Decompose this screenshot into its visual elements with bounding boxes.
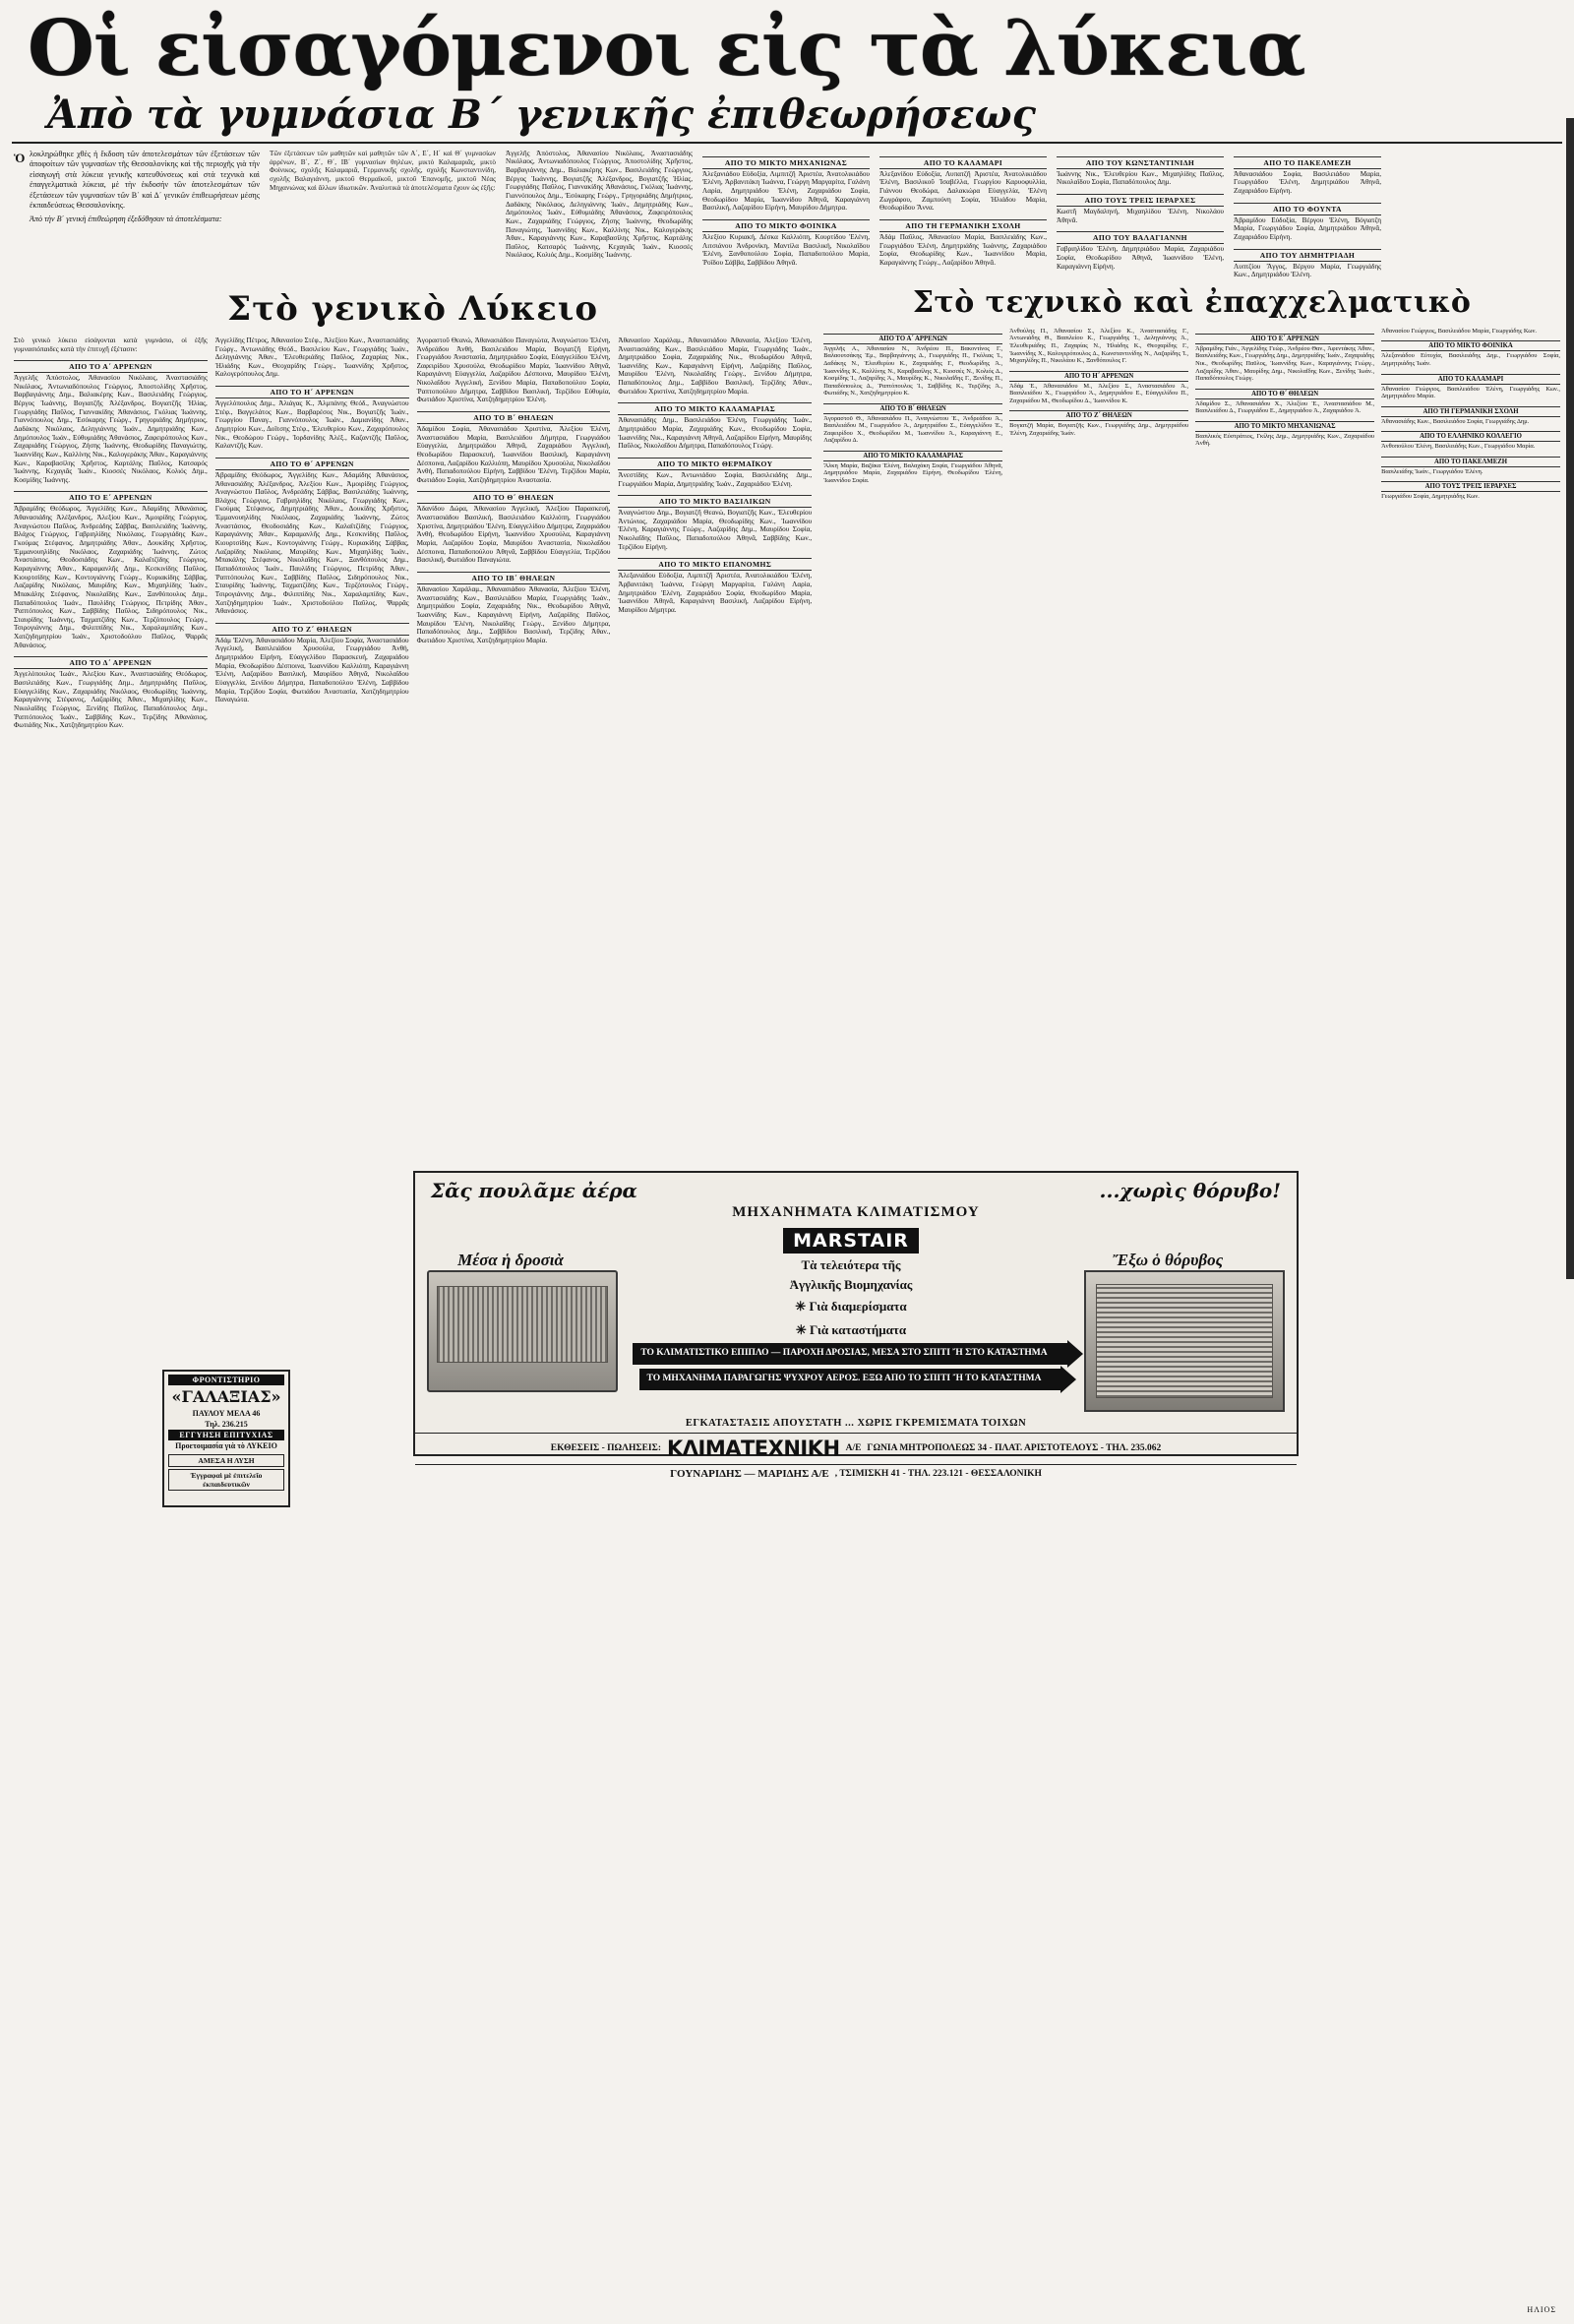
- group-heading: ΑΠΟ ΤΟ Η΄ ΑΡΡΕΝΩΝ: [1009, 371, 1188, 382]
- technical-column-1: [823, 328, 1002, 501]
- group-heading: ΑΠΟ ΤΟ ΜΙΚΤΟ ΕΠΑΝΟΜΗΣ: [618, 558, 812, 571]
- ad-marstair-left-text: Μέσα ἡ δροσιὰ: [457, 1251, 564, 1269]
- names-run: Ἀγγελόπουλος Ἰωάν., Ἀλεξίου Κων., Ἀναστασιάδης Θεόδωρος, Βασιλειάδης Κων., Γεωργιάδης Δημ., Δημητριάδης Παῦλος, Εὐαγγελίδης Κων., Ζαχαριάδης Νικόλαος, Θεοδωρίδης Ἰωάννης, Καραγιάννης Στέφανος, Λαζαρίδης Ἀθαν., Μιχαηλίδης Κων., Νικολαΐδης Γεώργιος, Ξενίδης Παῦλος, Παπαδόπουλος Δημ., Ῥαπτόπουλος Ἰωάν., Σαββίδης Κων., Τερζίδης Ἀθανάσιος, Φωτιάδης Νικ., Χατζηδημητρίου Κων.: [14, 670, 208, 730]
- group-heading: ΑΠΟ ΤΟ ΜΙΚΤΟ ΦΟΙΝΙΚΑ: [1381, 340, 1560, 351]
- names-run: Ἀβραμίδης Θεόδωρος, Ἀγγελίδης Κων., Ἀδαμίδης Ἀθανάσιος, Ἀθανασιάδης Ἀλέξανδρος, Ἀλεξίου Κων., Ἀμοιρίδης Γεώργιος, Ἀναγνώστου Παῦλος, Ἀνδρεάδης Σάββας, Βασιλειάδης Ἰωάννης, Βλάχος Γεώργιος, Γαβριηλίδης Νικόλαος, Γεωργιάδης Κων., Γκούμας Στέφανος, Δημητριάδης Ἀθαν., Δουκίδης Χρῆστος, Ἐμμανουηλίδης Νικόλαος, Ζαχαριάδης Ἰωάννης, Ζώτος Ἀναστάσιος, Θεοδοσιάδης Κων., Καλαϊτζίδης Γεώργιος, Καραγιάννης Ἀθαν., Καραμανλῆς Δημ., Κεσκινίδης Παῦλος, Κιουρτσίδης Κων., Κοντογιάννης Γεώργ., Κυριακίδης Σάββας, Λαζαρίδης Νικόλαος, Μαυρίδης Κων., Μιχαηλίδης Ἰωάν., Μπακάλης Στέφανος, Νικολαΐδης Κων., Ξανθόπουλος Δημ., Παπαδόπουλος Ἰωάν., Παυλίδης Γεώργιος, Πετρίδης Ἀθαν., Ῥαπτόπουλος Κων., Σαββίδης Παῦλος, Σιδηρόπουλος Νικ., Σταυρίδης Ἰωάννης, Ταχματζίδης Κων., Τερζόπουλος Γεώργ., Τσιρογιάννης Δημ., Φιλιππίδης Νικ., Χαραλαμπίδης Κων., Χατζηδημητρίου Ἰωάν., Χριστοδούλου Παῦλος, Ψαρρᾶς Ἀθανάσιος.: [14, 505, 208, 649]
- names-run: Ἀθανασίου Γεώργιος, Βασιλειάδου Ἑλένη, Γεωργιάδης Κων., Δημητριάδου Μαρία.: [1381, 385, 1561, 400]
- ad-marstair-company-name: ΚΛΙΜΑΤΕΧΝΙΚΗ: [666, 1437, 840, 1460]
- article-body: [0, 150, 1574, 730]
- ad-galaxias-address: ΠΑΥΛΟΥ ΜΕΛΑ 46: [192, 1409, 261, 1418]
- group-heading: ΑΠΟ ΤΟΥ ΒΑΛΑΓΙΑΝΝΗ: [1057, 231, 1224, 244]
- names-run: Ἀδάμ Παῦλος, Ἀθανασίου Μαρία, Βασιλειάδης Κων., Γεωργιάδου Ἑλένη, Δημητριάδης Ἰωάννης, Ζαχαριάδου Σοφία, Θεοδωρίδης Κων., Ἰωαννίδου Μαρία, Καραγιάννης Γεώργ., Λαζαρίδου Ἀθηνᾶ.: [879, 232, 1047, 267]
- ad-marstair-installation-note: ΕΓΚΑΤΑΣΤΑΣΙΣ ΑΠΟΥΣΤΑΤΗ ... ΧΩΡΙΣ ΓΚΡΕΜΙΣΜΑΤΑ ΤΟΙΧΩΝ: [685, 1418, 1027, 1429]
- names-run: Ἀδάμ Ἑλένη, Ἀθανασιάδου Μαρία, Ἀλεξίου Σοφία, Ἀναστασιάδου Ἀγγελική, Βασιλειάδου Χρυσούλα, Γεωργιάδου Ἀνθή, Δημητριάδου Εἰρήνη, Εὐαγγελίδου Παρασκευή, Ζαχαριάδου Μαρία, Θεοδωρίδου Δέσποινα, Ἰωαννίδου Καλλιόπη, Καραγιάννη Ἑλένη, Λαζαρίδου Βασιλική, Μαυρίδου Ἀθηνᾶ, Νικολαΐδου Εὐαγγελία, Ξενίδου Δήμητρα, Παπαδοπούλου Ἑλένη, Σαββίδου Μαρία, Τερζίδου Σοφία, Φωτιάδου Ἀναστασία, Χατζηδημητρίου Παναγιώτα.: [214, 636, 409, 704]
- names-run: Ἀνθούλης Π., Ἀθανασίου Σ., Ἀλεξίου Κ., Ἀναστασιάδης Γ., Ἀντωνιάδης Θ., Βασιλείου Κ., Γεωργιάδης Ἰ., Δεληγιάννης Ἀ., Ἐλευθεριάδης Π., Ζαχαρίας Ν., Ἠλιάδης Κ., Θεοχαρίδης Γ., Ἰωαννίδης Χ., Καλογερόπουλος Δ., Κωνσταντινίδης Ν., Λαζαρίδης Ἰ., Μιχαηλίδης Π., Νικολάου Κ., Ξανθόπουλος Γ.: [1009, 327, 1189, 365]
- names-run: Ἀβραμίδης Θεόδωρος, Ἀγγελίδης Κων., Ἀδαμίδης Ἀθανάσιος, Ἀθανασιάδης Ἀλέξανδρος, Ἀλεξίου Κων., Ἀμοιρίδης Γεώργιος, Ἀναγνώστου Παῦλος, Ἀνδρεάδης Σάββας, Βασιλειάδης Ἰωάννης, Βλάχος Γεώργιος, Γαβριηλίδης Νικόλαος, Γεωργιάδης Κων., Γκούμας Στέφανος, Δημητριάδης Ἀθαν., Δουκίδης Χρῆστος, Ἐμμανουηλίδης Νικόλαος, Ζαχαριάδης Ἰωάννης, Ζώτος Ἀναστάσιος, Θεοδοσιάδης Κων., Καλαϊτζίδης Γεώργιος, Καραγιάννης Ἀθαν., Καραμανλῆς Δημ., Κεσκινίδης Παῦλος, Κιουρτσίδης Κων., Κοντογιάννης Γεώργ., Κυριακίδης Σάββας, Λαζαρίδης Νικόλαος, Μαυρίδης Κων., Μιχαηλίδης Ἰωάν., Μπακάλης Στέφανος, Νικολαΐδης Κων., Ξανθόπουλος Δημ., Παπαδόπουλος Ἰωάν., Παυλίδης Γεώργιος, Πετρίδης Ἀθαν., Ῥαπτόπουλος Κων., Σαββίδης Παῦλος, Σιδηρόπουλος Νικ., Σταυρίδης Ἰωάννης, Ταχματζίδης Κων., Τερζόπουλος Γεώργ., Τσιρογιάννης Δημ., Φιλιππίδης Νικ., Χαραλαμπίδης Κων., Χατζηδημητρίου Ἰωάν., Χριστοδούλου Παῦλος, Ψαρρᾶς Ἀθανάσιος.: [214, 470, 409, 616]
- ad-galaxias-top-label: ΦΡΟΝΤΙΣΤΗΡΙΟ: [168, 1375, 284, 1385]
- top-note-column: [270, 150, 496, 193]
- intro-italic-note: Ἀπὸ τὴν Β΄ γενικὴ ἐπιθεώρηση ἐξεδόθησαν τὰ ἀποτελέσματα:: [30, 214, 222, 223]
- names-run: Ἀνθοπούλου Ἑλένη, Βασιλειάδης Κων., Γεωργιάδου Μαρία.: [1381, 443, 1536, 451]
- group-heading: ΑΠΟ ΤΟ Α΄ ΑΡΡΕΝΩΝ: [14, 360, 208, 373]
- general-column-1: [14, 336, 208, 730]
- ad-marstair-right-text: Ἔξω ὁ θόρυβος: [1112, 1251, 1224, 1269]
- group-heading: ΑΠΟ ΤΟ Β΄ ΘΗΛΕΩΝ: [823, 403, 1002, 414]
- right-names-column-1: [506, 150, 693, 260]
- names-run: Κωστῆ Μαγδαληνή, Μιχαηλίδου Ἑλένη, Νικολάου Ἀθηνᾶ.: [1057, 208, 1224, 224]
- group-heading: ΑΠΟ ΤΟ Θ΄ ΘΗΛΕΩΝ: [1195, 389, 1374, 399]
- names-run: Γαβριηλίδου Ἑλένη, Δημητριάδου Μαρία, Ζαχαριάδου Σοφία, Θεοδωρίδου Ἀθηνᾶ, Ἰωαννίδου Ἑλένη, Καραγιάννη Εἰρήνη.: [1057, 245, 1224, 271]
- group-heading: ΑΠΟ ΤΗ ΓΕΡΜΑΝΙΚΗ ΣΧΟΛΗ: [879, 219, 1047, 232]
- general-section-title: Στὸ γενικὸ Λύκειο: [227, 288, 599, 329]
- ad-marstair-top-line: [415, 1173, 1297, 1202]
- group-heading: ΑΠΟ ΤΟ ΠΑΚΕΛΜΕΖΗ: [1381, 457, 1560, 467]
- ad-marstair-sales-row: [415, 1433, 1297, 1460]
- general-column-3: [417, 336, 611, 730]
- technical-column-3: [1195, 328, 1374, 501]
- names-run: Ἀδάμ Ἑ., Ἀθανασιάδου Μ., Ἀλεξίου Σ., Ἀναστασιάδου Ἀ., Βασιλειάδου Χ., Γεωργιάδου Ἀ., Δημητριάδου Ε., Εὐαγγελίδου Π., Ζαχαριάδου Μ., Θεοδωρίδου Δ., Ἰωαννίδου Κ.: [1009, 382, 1189, 404]
- group-heading: ΑΠΟ ΤΟ Ε΄ ΑΡΡΕΝΩΝ: [1195, 334, 1374, 344]
- ad-galaxias-phone: Τηλ. 236.215: [205, 1420, 248, 1430]
- right-names-column-4: [1057, 150, 1224, 271]
- names-run: Ἀθανασίου Χαράλαμ., Ἀθανασιάδου Ἀθανασία, Ἀλεξίου Ἑλένη, Ἀναστασιάδης Κων., Βασιλειάδου Μαρία, Γεωργιάδης Ἰωάν., Δημητριάδου Σοφία, Ζαχαριάδης Νικ., Θεοδωρίδου Ἀθηνᾶ, Ἰωαννίδης Κων., Καραγιάννη Εἰρήνη, Λαζαρίδης Παῦλος, Μαυρίδου Ἑλένη, Νικολαΐδης Γεώργ., Ξενίδου Δήμητρα, Παπαδόπουλος Δημ., Σαββίδου Βασιλική, Τερζίδης Ἀθαν., Φωτιάδου Χριστίνα, Χατζηδημητρίου Μαρία.: [618, 336, 813, 396]
- ad-marstair-left-slogan: Σᾶς πουλᾶμε ἀέρα: [431, 1179, 637, 1202]
- vent-grille: [1096, 1284, 1273, 1398]
- ad-galaxias-box-1: ΑΜΕΣΑ Η ΛΥΣΗ: [168, 1454, 284, 1467]
- ad-marstair-center-block: [628, 1225, 1074, 1390]
- group-heading: ΑΠΟ ΤΟ Ζ΄ ΘΗΛΕΩΝ: [215, 623, 409, 636]
- ad-marstair-callout-2: ΤΟ ΜΗΧΑΝΗΜΑ ΠΑΡΑΓΩΓΗΣ ΨΥΧΡΟΥ ΑΕΡΟΣ. ΕΞΩ ΑΠΟ ΤΟ ΣΠΙΤΙ Ἤ ΤΟ ΚΑΤΑΣΤΗΜΑ: [639, 1369, 1063, 1390]
- air-conditioner-unit-outdoor-image: [1084, 1270, 1285, 1412]
- group-heading: ΑΠΟ ΤΟ ΜΙΚΤΟ ΘΕΡΜΑΪΚΟΥ: [618, 458, 812, 470]
- group-heading: ΑΠΟ ΤΟΥ ΔΗΜΗΤΡΙΑΔΗ: [1234, 249, 1381, 262]
- group-heading: ΑΠΟ ΤΟ ΜΙΚΤΟ ΦΟΙΝΙΚΑ: [702, 219, 870, 232]
- group-heading: ΑΠΟ ΤΟ ΕΛΛΗΝΙΚΟ ΚΟΛΛΕΓΙΟ: [1381, 431, 1560, 442]
- general-column-2: [215, 336, 409, 730]
- names-run: Λυπτζίου Ἄγγος, Βέργου Μαρία, Γεωργιάδης Κων., Δημητριάδου Ἑλένη.: [1234, 262, 1381, 279]
- general-lead: Στὸ γενικὸ λύκειο εἰσάγονται κατὰ γυμνάσιο, οἱ ἑξῆς γυμνασιόπαιδες κατὰ τὴν ἐπιτυχῆ ἐξέτασιν:: [14, 336, 208, 353]
- ad-marstair-bullet-1: ✳ Γιὰ διαμερίσματα: [795, 1299, 907, 1314]
- group-heading: ΑΠΟ ΤΟ ΙΒ΄ ΘΗΛΕΩΝ: [417, 572, 611, 584]
- ad-marstair-bullet-2: ✳ Γιὰ καταστήματα: [795, 1321, 907, 1337]
- header-divider: [12, 142, 1562, 144]
- right-names-column-2: [702, 150, 870, 268]
- technical-column-4: [1381, 328, 1560, 501]
- names-run: Ἀναγνώστου Δημ., Βογιατζῆ Θεανώ, Βογιατζῆς Κων., Ἐλευθερίου Ἀντώνιος, Ζαχαριάδου Μαρία, Θεοδωρίδης Κων., Ἰωαννίδου Ἑλένη, Καραγιάννης Γεώργ., Λαζαρίδης Δημ., Μαυρίδου Σοφία, Νικολαΐδης Παῦλος, Παπαδοπούλου Ἀθηνᾶ, Σαββίδης Κων., Τερζίδου Εἰρήνη.: [618, 509, 813, 551]
- names-run: Ἀγγελῆς Ἀπόστολος, Ἀθανασίου Νικόλαος, Ἀναστασιάδης Νικόλαος, Ἀντωνιαδόπουλος Γεώργιος, Ἀποστολίδης Χρῆστος, Βαρβαγιάννης Δημ., Βαλιακέρης Κων., Βασιλειάδης Γεώργιος, Βέργος Ἰωάννης, Βογιατζῆς Ἀλέξανδρος, Βογιατζῆς Ἠλίας, Γεωργιάδης Παῦλος, Γιαννακίδης Ἀθανάσιος, Γκόλιας Ἰωάννης, Γιαννόπουλος Δημ., Ἐσόκαρης Γεώργ., Γρηγοριάδης Δημήτριος, Δαδάκης Νικόλαος, Δεληγιάννης Ἰωάν., Δημητριάδης Κων., Δημόπουλος Ἰωάν., Εὐθυμιάδης Ἀθανάσιος, Ζαφειρόπουλος Κων., Ζαχαριάδης Γεώργιος, Ζήσης Ἰωάννης, Θεοδωρίδης Παναγιώτης, Ἰωαννίδης Κων., Καλλίνης Νικ., Καλογεράκης Ἀθαν., Καραγιάννης Κων., Καραβασίλης Χρῆστος, Καρτάλης Παῦλος, Κατσαρός Ἰωάννης, Κεχαγιᾶς Ἰωάν., Κιοσσές Νικόλαος, Κολιός Δημ., Κοσμίδης Ἰωάννης.: [14, 374, 208, 484]
- ad-marstair-address-1: ΓΩΝΙΑ ΜΗΤΡΟΠΟΛΕΩΣ 34 - ΠΛΑΤ. ΑΡΙΣΤΟΤΕΛΟΥΣ - ΤΗΛ. 235.062: [867, 1443, 1162, 1453]
- names-run: Ἀλεξανίδου Εὐδοξία, Λυπατζῆ Ἀριστέα, Ἀνατολικιάδου Ἑλένη, Βασιλικοῦ Ἰσαβέλλα, Γεωργίου Καρυοφυλλία, Γιάννου Θεοδώρα, Δαλακιώρα Εὐαγγελία, Ἑλένη Ζωγράφου, Ζαμπούνη Σοφία, Ἠλιάδου Μαρία, Θεοδωρίδου Ἄννα.: [879, 169, 1047, 213]
- intro-paragraph: [14, 150, 260, 225]
- intro-text: λοκληρώθηκε χθὲς ἡ ἔκδοση τῶν ἀποτελεσμάτων τῶν ἐξετάσεων τῶν ἀποφοίτων τῶν γυμνασίων τῆς Θεσσαλονίκης καὶ τῆς περιοχῆς γιὰ τὴν εἰσαγωγή στὰ λύκεια γενικῆς κατευθύνσεως καὶ στὰ τεχνικὰ καὶ ἐπαγγελματικὰ λύκεια, μὲ τὴν ἐκδοσήν τῶν ἀποτελεσμάτων τῶν ἐξετάσεων τῶν γυμνασίων τῶν Β΄ καὶ Δ΄ γενικῶν ἐπιθεωρήσεων μέσης ἐκπαιδεύσεως Θεσσαλονίκης.: [30, 149, 260, 211]
- group-heading: ΑΠΟ ΤΟ ΜΙΚΤΟ ΚΑΛΑΜΑΡΙΑΣ: [618, 402, 812, 415]
- photo-credit: ΗΛΙΟΣ: [1527, 2305, 1556, 2314]
- names-run: Ἀθανασιάδης Δημ., Βασιλειάδου Ἑλένη, Γεωργιάδης Ἰωάν., Δημητριάδου Μαρία, Ζαχαριάδης Κων., Θεοδωρίδου Σοφία, Ἰωαννίδης Νικ., Καραγιάννη Ἀθηνᾶ, Λαζαρίδου Εἰρήνη, Μαυρίδης Παῦλος, Νικολαΐδου Δήμητρα, Παπαδόπουλος Γεώργ.: [618, 416, 813, 451]
- page-edge-shadow: [1566, 118, 1574, 1279]
- general-section: [14, 279, 812, 730]
- page-headline: Οἱ εἰσαγόμενοι εἰς τὰ λύκεια: [28, 4, 1305, 93]
- names-run: Βασιλικός Εὐστράτιος, Γκίλης Δημ., Δημητριάδης Κων., Ζαχαριάδου Ἀνθή.: [1195, 432, 1375, 448]
- top-columns: [14, 150, 1560, 279]
- page-subheadline: Ἀπὸ τὰ γυμνάσια Β΄ γενικῆς ἐπιθεωρήσεως: [47, 91, 1036, 138]
- names-run: Ἀγγελῆς Α., Ἀθανασίου Ν., Ἀνδρέου Π., Βακοντίνος Γ., Βαλαουτσάκης Ἐμ., Βαρβαγιάννης Δ., Γεωργιάδης Π., Γκόλιας Ἰ., Δαδάκης Ν., Ἐλευθερίου Κ., Ζαχαριάδης Γ., Θεοδωρίδης Ἀ., Ἰωαννίδης Κ., Καλλίνης Ν., Καραβασίλης Χ., Κιοσσές Ν., Κολιός Δ., Κοσμίδης Ἰ., Λαζαρίδης Ἀ., Μαυρίδης Κ., Νικολαΐδης Γ., Ξενίδης Π., Παπαδόπουλος Δ., Ῥαπτόπουλος Ἰ., Σαββίδης Κ., Τερζίδης Ἀ., Φωτιάδης Ν., Χατζηδημητρίου Κ.: [823, 344, 1003, 398]
- ad-marstair[interactable]: [413, 1171, 1299, 1480]
- ad-marstair-left-block: [427, 1225, 618, 1392]
- names-run: Ἰωάννης Νικ., Ἐλευθερίου Κων., Μιχαηλίδης Παῦλος, Νικολαΐδου Σοφία, Παπαδόπουλος Δημ.: [1057, 169, 1224, 187]
- group-heading: ΑΠΟ ΤΟ ΚΑΛΑΜΑΡΙ: [879, 156, 1047, 169]
- general-columns: [14, 336, 812, 730]
- names-run: Ἀβραμίδης Γιάν., Ἀγγελίδης Γεώρ., Ἀνδρέου Θαν., Ἀφεντάκης Ἀθαν., Βασιλειάδης Κων., Γεωργιάδης Δημ., Δημητριάδης Ἰωάν., Ζαχαριάδης Νικ., Θεοδωρίδης Παῦλος, Ἰωαννίδης Κων., Καραγιάννης Γεώργ., Λαζαρίδης Ἀθαν., Μαυρίδης Δημ., Νικολαΐδης Κων., Ξενίδης Ἰωάν., Παπαδόπουλος Γεώργ.: [1195, 344, 1375, 383]
- names-run: Γεωργιάδου Σοφία, Δημητριάδης Κων.: [1381, 493, 1480, 501]
- ad-galaxias-box-2: Ἐγγραφαὶ μὲ ἐπιτελεῖο ἐκπαιδευτικῶν: [168, 1469, 284, 1491]
- ad-marstair-company-suffix: Α/Ε: [845, 1443, 862, 1453]
- ad-marstair-brand: MARSTAIR: [783, 1228, 919, 1254]
- ad-galaxias-prep: Προετοιμασία γιὰ τὸ ΛΥΚΕΙΟ: [175, 1441, 277, 1451]
- names-run: Ἀγγελόπουλος Δημ., Ἀλιάγας Κ., Ἀλμπάνης Θεόδ., Ἀναγνώστου Στέφ., Βαγγελάτος Κων., Βαρβαρέσος Νικ., Βογιατζῆς Ἰωάν., Γεωργίου Παναγ., Γιαννόπουλος Ἰωάν., Δαμιανίδης Ἀθαν., Δημητρίου Κων., Δοΐτσης Στέφ., Ἐλευθερίου Κων., Ζαχαρόπουλος Νικ., Θεοδώρου Γεώργ., Ἰορδανίδης Ἀλέξ., Καζαντζῆς Παῦλος, Καλαντζῆς Κων.: [214, 399, 409, 451]
- group-heading: ΑΠΟ ΤΟ Α΄ ΑΡΡΕΝΩΝ: [823, 334, 1002, 344]
- intro-column: [14, 150, 260, 225]
- technical-section-title: Στὸ τεχνικὸ καὶ ἐπαχχελματικὸ: [912, 284, 1472, 320]
- names-run: Ἀθανασιάδης Κων., Βασιλειάδου Σοφία, Γεωργιάδης Δημ.: [1381, 417, 1530, 425]
- group-heading: ΑΠΟ ΤΟΥΣ ΤΡΕΙΣ ΙΕΡΑΡΧΕΣ: [1057, 194, 1224, 207]
- vent-grille: [437, 1286, 608, 1363]
- technical-columns: [823, 328, 1560, 501]
- general-and-technical: [14, 279, 1560, 730]
- ad-galaxias-guarantee: ΕΓΓΥΗΣΗ ΕΠΙΤΥΧΙΑΣ: [168, 1430, 284, 1440]
- names-run: Ἀλεξανιάδου Εὐδοξία, Λιμπιτζῆ Ἀριστέα, Ἀνατολικιάδου Ἑλένη, Ἀρβανιτάκη Ἰωάννα, Γεώργη Μαργαρίτα, Γαλάνη Λαρία, Δημητριάδου Ἑλένη, Ζαχαριάδου Σοφία, Θεοδωρίδου Μαρία, Ἰωαννίδου Ἀθηνᾶ, Καραγιάννη Βασιλική, Λαζαρίδου Εἰρήνη, Μαυρίδου Δήμητρα.: [618, 572, 813, 614]
- names-run: Ἀλεξίου Κυριακή, Δέσκα Καλλιόπη, Κουρτίδου Ἑλένη, Λιτσιάνου Ἀνδρονίκη, Μαντίλα Βασιλική, Νικολαΐδου Ἑλένη, Ξανθοπούλου Σοφία, Παπαδοπούλου Μαρία, Ῥοΐδου Σάββα, Σαββίδου Ἀθηνᾶ.: [702, 232, 870, 267]
- names-run: Ἀθανασίου Χαράλαμ., Ἀθανασιάδου Ἀθανασία, Ἀλεξίου Ἑλένη, Ἀναστασιάδης Κων., Βασιλειάδου Μαρία, Γεωργιάδης Ἰωάν., Δημητριάδου Σοφία, Ζαχαριάδης Νικ., Θεοδωρίδου Ἀθηνᾶ, Ἰωαννίδης Κων., Καραγιάννη Εἰρήνη, Λαζαρίδης Παῦλος, Μαυρίδου Ἑλένη, Νικολαΐδης Γεώργ., Ξενίδου Δήμητρα, Παπαδόπουλος Δημ., Σαββίδου Βασιλική, Τερζίδης Ἀθαν., Φωτιάδου Χριστίνα, Χατζηδημητρίου Μαρία.: [416, 584, 611, 644]
- names-run: Ἀδανίδου Δώρα, Ἀθανασίου Ἀγγελική, Ἀλεξίου Παρασκευή, Ἀναστασιάδου Βασιλική, Βασιλειάδου Καλλιόπη, Γεωργιάδου Χριστίνα, Δημητριάδου Ἑλένη, Εὐαγγελίδου Δήμητρα, Ζαχαριάδου Ἀνθή, Θεοδωρίδου Εἰρήνη, Ἰωαννίδου Χρυσούλα, Καραγιάννη Μαρία, Λαζαρίδου Σοφία, Μαυρίδου Ἀναστασία, Νικολαΐδου Δέσποινα, Παπαδοπούλου Ἀθηνᾶ, Σαββίδου Εὐαγγελία, Τερζίδου Βασιλική, Φωτιάδου Παναγιώτα.: [416, 505, 611, 565]
- ad-marstair-callout-1: ΤΟ ΚΛΙΜΑΤΙΣΤΙΚΟ ΕΠΙΠΛΟ — ΠΑΡΟΧΗ ΔΡΟΣΙΑΣ, ΜΕΣΑ ΣΤΟ ΣΠΙΤΙ Ἤ ΣΤΟ ΚΑΤΑΣΤΗΜΑ: [633, 1343, 1068, 1365]
- names-run: Ἀγοραστοῦ Θ., Ἀθανασιάδου Π., Ἀναγνώστου Ἑ., Ἀνδρεάδου Ἀ., Βασιλειάδου Μ., Γεωργιάδου Ἀ., Δημητριάδου Σ., Εὐαγγελίδου Ἑ., Ζαφειρίδου Χ., Θεοδωρίδου Μ., Ἰωαννίδου Ἀ., Καραγιάννη Ε., Λαζαρίδου Δ.: [823, 414, 1003, 445]
- right-names-column-5: [1234, 150, 1381, 279]
- group-heading: ΑΠΟ ΤΟ Η΄ ΑΡΡΕΝΩΝ: [215, 386, 409, 398]
- group-heading: ΑΠΟ ΤΟ Θ΄ ΘΗΛΕΩΝ: [417, 491, 611, 504]
- ad-marstair-right-slogan: ...χωρὶς θόρυβο!: [1099, 1179, 1281, 1202]
- technical-section: [823, 279, 1560, 730]
- group-heading: ΑΠΟ ΤΟΥΣ ΤΡΕΙΣ ΙΕΡΑΡΧΕΣ: [1381, 481, 1560, 492]
- air-conditioner-unit-indoor-image: [427, 1270, 618, 1392]
- group-heading: ΑΠΟ ΤΗ ΓΕΡΜΑΝΙΚΗ ΣΧΟΛΗ: [1381, 406, 1560, 417]
- group-heading: ΑΠΟ ΤΟ Ζ΄ ΘΗΛΕΩΝ: [1009, 410, 1188, 421]
- names-run: Ἀθανασίου Γεώργιος, Βασιλειάδου Μαρία, Γεωργιάδης Κων.: [1381, 327, 1537, 335]
- ad-marstair-main-row: [415, 1221, 1297, 1416]
- group-heading: ΑΠΟ ΤΟ Β΄ ΘΗΛΕΩΝ: [417, 411, 611, 424]
- names-run: Ἀνεστίδης Κων., Ἀντωνιάδου Σοφία, Βασιλειάδης Δημ., Γεωργιάδου Μαρία, Δημητριάδης Ἰωάν., Ζαχαριάδου Ἑλένη.: [618, 470, 813, 488]
- group-heading: ΑΠΟ ΤΟ Θ΄ ΑΡΡΕΝΩΝ: [215, 458, 409, 470]
- ad-galaxias[interactable]: [162, 1370, 290, 1507]
- ad-marstair-sales-row-2: [415, 1464, 1297, 1480]
- names-run: Ἀγοραστοῦ Θεανώ, Ἀθανασιάδου Παναγιώτα, Ἀναγνώστου Ἑλένη, Ἀνδρεάδου Ἀνθή, Βασιλειάδου Μαρία, Βογιατζῆ Εἰρήνη, Γεωργιάδου Ἀναστασία, Δημητριάδου Σοφία, Εὐαγγελίδου Ἑλένη, Ζαφειρίδου Χρυσούλα, Θεοδωρίδου Μαρία, Ἰωαννίδου Ἀθηνᾶ, Καραγιάννη Εὐαγγελία, Λαζαρίδου Δέσποινα, Μαυρίδου Ἑλένη, Νικολαΐδου Ἀγγελική, Ξενίδου Μαρία, Παπαδοπούλου Σοφία, Ῥαπτοπούλου Δήμητρα, Σαββίδου Βασιλική, Τερζίδου Εὐθυμία, Φωτιάδου Χριστίνα, Χατζηδημητρίου Ἑλένη.: [416, 336, 611, 404]
- ad-marstair-company-name-2: ΓΟΥΝΑΡΙΔΗΣ — ΜΑΡΙΔΗΣ Α/Ε: [670, 1468, 829, 1480]
- names-run: Ἀλεξανιάδου Εὐδοξία, Λιμπιτζῆ Ἀριστέα, Ἀνατολικιάδου Ἑλένη, Ἀρβανιτάκη Ἰωάννα, Γεώργη Μαργαρίτα, Γαλάνη Λαρία, Δημητριάδου Ἑλένη, Ζαχαριάδου Σοφία, Θεοδωρίδου Μαρία, Ἰωαννίδου Ἀθηνᾶ, Καραγιάννη Βασιλική, Λαζαρίδου Εἰρήνη, Μαυρίδου Δήμητρα.: [702, 169, 870, 213]
- ad-marstair-expo-label: ΕΚΘΕΣΕΙΣ - ΠΩΛΗΣΕΙΣ:: [550, 1443, 661, 1453]
- names-run: Ἀγγελίδης Πέτρος, Ἀθανασίου Στέφ., Ἀλεξίου Κων., Ἀναστασιάδης Γεώργ., Ἀντωνιάδης Θεόδ., Βασιλείου Κων., Γεωργιάδης Ἰωάν., Δεληγιάννης Ἀθαν., Ἐλευθεριάδης Παῦλος, Ζαχαρίας Νικ., Ἠλιάδης Κων., Θεοχαρίδης Γεώργ., Ἰωαννίδης Χρῆστος, Καλογερόπουλος Δημ.: [214, 336, 409, 379]
- ad-marstair-claim-line-2: Ἀγγλικῆς Βιομηχανίας: [789, 1277, 913, 1292]
- group-heading: ΑΠΟ ΤΟ ΜΙΚΤΟ ΚΑΛΑΜΑΡΙΑΣ: [823, 451, 1002, 461]
- group-heading: ΑΠΟ ΤΟ ΜΙΚΤΟ ΜΗΧΑΝΙΩΝΑΣ: [702, 156, 870, 169]
- names-run: Ἀβραμίδου Εὐδοξία, Βέργου Ἑλένη, Βόγιατζη Μαρία, Γεωργιάδου Σοφία, Δημητριάδου Ἀθηνᾶ, Ζαχαριάδου Εἰρήνη.: [1234, 215, 1381, 241]
- names-run: Βογιατζῆ Μαρία, Βογιατζῆς Κων., Γεωργιάδης Δημ., Δημητριάδου Ἑλένη, Ζαχαριάδης Ἰωάν.: [1009, 422, 1189, 437]
- technical-column-2: [1009, 328, 1188, 501]
- names-run: Ἀθανασιάδου Σοφία, Βασιλειάδου Μαρία, Γεωργιάδου Ἑλένη, Δημητριάδου Ἀθηνᾶ, Ζαχαριάδου Εἰρήνη.: [1234, 169, 1381, 196]
- ad-marstair-address-2: , ΤΣΙΜΙΣΚΗ 41 - ΤΗΛ. 223.121 - ΘΕΣΣΑΛΟΝΙΚΗ: [834, 1469, 1042, 1479]
- names-run: Ἀγγελῆς Ἀπόστολος, Ἀθανασίου Νικόλαος, Ἀναστασιάδης Νικόλαος, Ἀντωνιαδόπουλος Γεώργιος, Ἀποστολίδης Χρῆστος, Βαρβαγιάννης Δημ., Βαλιακέρης Κων., Βασιλειάδης Γεώργιος, Βέργος Ἰωάννης, Βογιατζῆς Ἀλέξανδρος, Βογιατζῆς Ἠλίας, Γεωργιάδης Παῦλος, Γιαννακίδης Ἀθανάσιος, Γκόλιας Ἰωάννης, Γιαννόπουλος Δημ., Ἐσόκαρης Γεώργ., Γρηγοριάδης Δημήτριος, Δαδάκης Νικόλαος, Δεληγιάννης Ἰωάν., Δημητριάδης Κων., Δημόπουλος Ἰωάν., Εὐθυμιάδης Ἀθανάσιος, Ζαφειρόπουλος Κων., Ζαχαριάδης Γεώργιος, Ζήσης Ἰωάννης, Θεοδωρίδης Παναγιώτης, Ἰωαννίδης Κων., Καλλίνης Νικ., Καλογεράκης Ἀθαν., Καραγιάννης Κων., Καραβασίλης Χρῆστος, Καρτάλης Παῦλος, Κατσαρός Ἰωάννης, Κεχαγιᾶς Ἰωάν., Κιοσσές Νικόλαος, Κολιός Δημ., Κοσμίδης Ἰωάννης.: [506, 149, 693, 260]
- names-run: Βασιλειάδης Ἰωάν., Γεωργιάδου Ἑλένη.: [1381, 467, 1483, 475]
- top-note-text: Τῶν ἐξετάσεων τῶν μαθητῶν καὶ μαθητῶν τῶν Α΄, Ε΄, Η΄ καὶ Θ΄ γυμνασίων ἀρρένων, Β΄, Ζ΄, Θ΄, ΙΒ΄ γυμνασίων θηλέων, μικτὸ Καλαμαριᾶς, μικτὸ Φοίνικος, σχολῆς Καλαμαριᾶ, Γερμανικῆς σχολῆς, σχολῆς Κωνσταντινίδη, σχολῆς Βαλαγιάννη, μικτοῦ Θερμαϊκοῦ, μικτοῦ Ἐπανομῆς, μικτοῦ Νέας Μηχανιώνας καὶ ἄλλων ἰδιωτικῶν. Ἀναλυτικὰ τὰ ἀποτελέσματα ἔχουν ὡς ἑξῆς:: [270, 149, 496, 192]
- names-run: Ἀλεξανιάδου Εὐτυχία, Βασιλειάδης Δημ., Γεωργιάδου Σοφία, Δημητριάδης Ἰωάν.: [1381, 352, 1561, 367]
- group-heading: ΑΠΟ ΤΟ ΜΙΚΤΟ ΒΑΣΙΛΙΚΩΝ: [618, 495, 812, 508]
- group-heading: ΑΠΟ ΤΟ ΚΑΛΑΜΑΡΙ: [1381, 374, 1560, 385]
- right-names-column-3: [879, 150, 1047, 268]
- masthead: [0, 0, 1574, 136]
- ad-marstair-product-type: ΜΗΧΑΝΗΜΑΤΑ ΚΛΙΜΑΤΙΣΜΟΥ: [732, 1204, 980, 1220]
- names-run: Ἄλκη Μαρία, Βαζάκα Ἑλένη, Βαλαχάκη Σοφία, Γεωργιάδου Ἀθηνᾶ, Δημητριάδου Μαρία, Ζαχαριάδου Εἰρήνη, Θεοδωρίδου Ἑλένη, Ἰωαννίδου Σοφία.: [823, 461, 1003, 484]
- group-heading: ΑΠΟ ΤΟΥ ΚΩΝΣΤΑΝΤΙΝΙΔΗ: [1057, 156, 1224, 169]
- ad-galaxias-name: «ΓΑΛΑΞΙΑΣ»: [171, 1387, 281, 1406]
- general-column-4: [618, 336, 812, 730]
- names-run: Ἀδαμίδου Σοφία, Ἀθανασιάδου Χριστίνα, Ἀλεξίου Ἑλένη, Ἀναστασιάδου Μαρία, Βασιλειάδου Δήμητρα, Γεωργιάδου Εὐαγγελία, Δημητριάδου Ἀθηνᾶ, Ζαχαριάδου Ἀγγελική, Θεοδωρίδου Παρασκευή, Ἰωαννίδου Βασιλική, Καραγιάννη Δέσποινα, Λαζαρίδου Καλλιόπη, Μαυρίδου Χρυσούλα, Νικολαΐδου Ἀνθή, Παπαδοπούλου Εἰρήνη, Σαββίδου Ἑλένη, Τερζίδου Μαρία, Φωτιάδου Σοφία, Χατζηδημητρίου Ἀναστασία.: [416, 425, 611, 484]
- group-heading: ΑΠΟ ΤΟ ΜΙΚΤΟ ΜΗΧΑΝΙΩΝΑΣ: [1195, 421, 1374, 432]
- group-heading: ΑΠΟ ΤΟ ΦΟΥΝΤΑ: [1234, 203, 1381, 215]
- group-heading: ΑΠΟ ΤΟ Δ΄ ΑΡΡΕΝΩΝ: [14, 656, 208, 669]
- ad-marstair-right-block: [1084, 1225, 1285, 1412]
- intro-dropcap: Ὁ: [14, 150, 26, 165]
- ad-marstair-claim-line-1: Τὰ τελειότερα τῆς: [801, 1257, 901, 1272]
- group-heading: ΑΠΟ ΤΟ Ε΄ ΑΡΡΕΝΩΝ: [14, 491, 208, 504]
- names-run: Ἀδαμίδου Σ., Ἀθανασιάδου Χ., Ἀλεξίου Ἑ., Ἀναστασιάδου Μ., Βασιλειάδου Δ., Γεωργιάδου Ε., Δημητριάδου Ἀ., Ζαχαριάδου Ἀ.: [1195, 399, 1375, 415]
- group-heading: ΑΠΟ ΤΟ ΠΑΚΕΛΜΕΖΗ: [1234, 156, 1381, 169]
